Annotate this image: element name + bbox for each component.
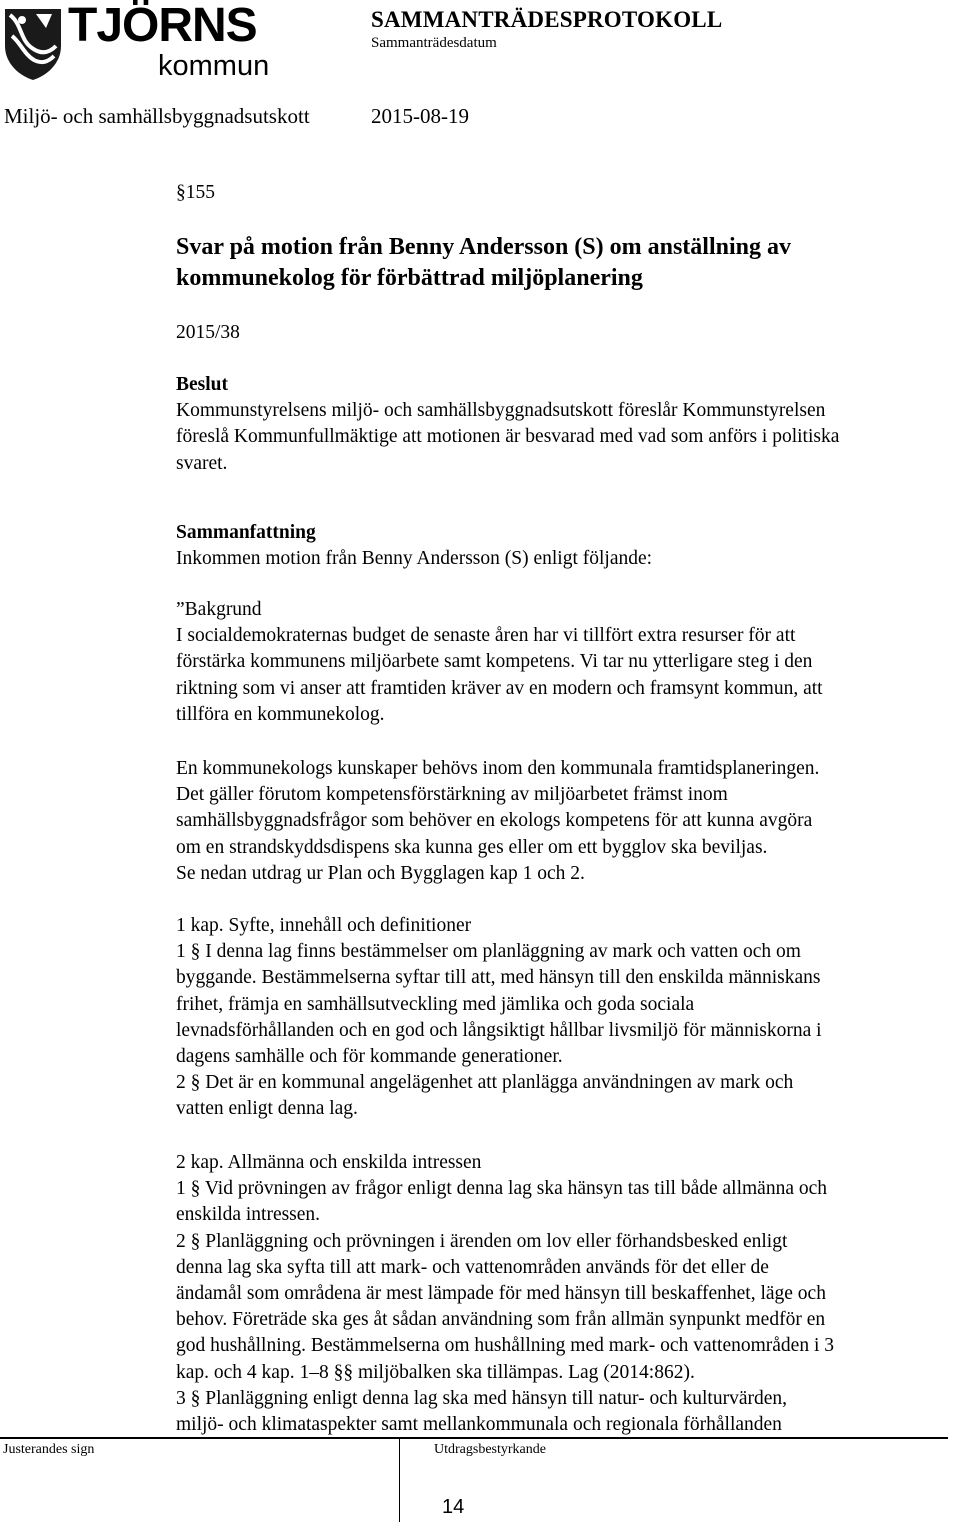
case-title-line-2: kommunekolog för förbättrad miljöplanering bbox=[176, 265, 643, 291]
footer-divider bbox=[399, 1439, 400, 1522]
kap1-line: 1 kap. Syfte, innehåll och definitioner bbox=[176, 915, 472, 936]
sammanfattning-heading: Sammanfattning bbox=[176, 522, 316, 543]
kap1-line: byggande. Bestämmelserna syftar till att, med hänsyn till den enskilda människans bbox=[176, 967, 821, 989]
kap1-line: vatten enligt denna lag. bbox=[176, 1098, 358, 1120]
kap2-line: denna lag ska syfta till att mark- och vattenområden används för det eller de bbox=[176, 1256, 769, 1278]
kap1-line: dagens samhälle och för kommande generationer. bbox=[176, 1046, 563, 1067]
kap2-line: 2 kap. Allmänna och enskilda intressen bbox=[176, 1152, 482, 1173]
case-title-line-1: Svar på motion från Benny Andersson (S) om anställning av bbox=[176, 234, 791, 260]
paragraph-number-value: 155 bbox=[185, 182, 215, 203]
page-number: 14 bbox=[442, 1496, 465, 1518]
kap2-line: god hushållning. Bestämmelserna om hushållning med mark- och vattenområden i 3 bbox=[176, 1335, 834, 1357]
case-number: 2015/38 bbox=[176, 322, 240, 343]
logo-subtitle: kommun bbox=[158, 50, 270, 82]
kap2-line: miljö- och klimataspekter samt mellankommunala och regionala förhållanden bbox=[176, 1414, 782, 1435]
kap2-line: 1 § Vid prövningen av frågor enligt denna lag ska hänsyn tas till både allmänna och bbox=[176, 1178, 828, 1200]
beslut-line: Kommunstyrelsens miljö- och samhällsbyggnadsutskott föreslår Kommunstyrelsen bbox=[176, 400, 826, 422]
beslut-heading: Beslut bbox=[176, 374, 229, 395]
kap2-line: kap. och 4 kap. 1–8 §§ miljöbalken ska tillämpas. Lag (2014:862). bbox=[176, 1361, 695, 1383]
bakgrund-line: riktning som vi anser att framtiden kräver av en modern och framsynt kommun, att bbox=[176, 677, 823, 699]
bakgrund-heading: ”Bakgrund bbox=[176, 599, 262, 620]
beslut-line: föreslå Kommunfullmäktige att motionen är besvarad med vad som anförs i politiska bbox=[176, 426, 840, 448]
logo-wordmark: TJÖRNS bbox=[68, 0, 257, 52]
kap2-line: 3 § Planläggning enligt denna lag ska med hänsyn till natur- och kulturvärden, bbox=[176, 1387, 788, 1409]
bakgrund-line: förstärka kommunens miljöarbete samt kompetens. Vi tar nu ytterligare steg i den bbox=[176, 651, 813, 673]
kap2-line: behov. Företräde ska ges åt sådan användning som från allmän synpunkt medför en bbox=[176, 1309, 826, 1331]
bakgrund-line: tillföra en kommunekolog. bbox=[176, 703, 385, 725]
sammanfattning-intro: Inkommen motion från Benny Andersson (S) enligt följande: bbox=[176, 548, 653, 570]
utdragsbestyrkande-label: Utdragsbestyrkande bbox=[434, 1442, 546, 1457]
meeting-date: 2015-08-19 bbox=[371, 104, 469, 128]
kap1-line: frihet, främja en samhällsutveckling med jämlika och goda sociala bbox=[176, 993, 695, 1015]
committee-name: Miljö- och samhällsbyggnadsutskott bbox=[4, 104, 310, 128]
ekolog-line: samhällsbyggnadsfrågor som behöver en ekologs kompetens för att kunna avgöra bbox=[176, 810, 813, 832]
ekolog-line: om en strandskyddsdispens ska kunna ges eller om ett bygglov ska beviljas. bbox=[176, 836, 768, 858]
ekolog-line: Se nedan utdrag ur Plan och Bygglagen kap 1 och 2. bbox=[176, 862, 585, 884]
beslut-line: svaret. bbox=[176, 452, 228, 474]
paragraph-number: §155 bbox=[176, 182, 215, 203]
bakgrund-line: I socialdemokraternas budget de senaste åren har vi tillfört extra resurser för att bbox=[176, 625, 796, 647]
kap2-line: 2 § Planläggning och prövningen i ärenden om lov eller förhandsbesked enligt bbox=[176, 1230, 788, 1252]
kap2-line: enskilda intressen. bbox=[176, 1204, 321, 1226]
meeting-date-label: Sammanträdesdatum bbox=[371, 35, 497, 51]
ekolog-line: Det gäller förutom kompetensförstärkning av miljöarbetet främst inom bbox=[176, 784, 728, 806]
ekolog-line: En kommunekologs kunskaper behövs inom den kommunala framtidsplaneringen. bbox=[176, 758, 820, 779]
coat-of-arms-icon bbox=[2, 6, 64, 82]
document-type: SAMMANTRÄDESPROTOKOLL bbox=[371, 7, 723, 32]
kap1-line: levnadsförhållanden och en god och långsiktigt hållbar livsmiljö för människorna i bbox=[176, 1019, 822, 1041]
footer-rule bbox=[0, 1437, 948, 1439]
kap1-line: 2 § Det är en kommunal angelägenhet att planlägga användningen av mark och bbox=[176, 1072, 794, 1094]
kap2-line: ändamål som områdena är mest lämpade för med hänsyn till beskaffenhet, läge och bbox=[176, 1283, 826, 1304]
justerandes-sign-label: Justerandes sign bbox=[3, 1442, 95, 1457]
municipality-logo bbox=[2, 2, 270, 84]
kap1-line: 1 § I denna lag finns bestämmelser om planläggning av mark och vatten och om bbox=[176, 941, 801, 963]
